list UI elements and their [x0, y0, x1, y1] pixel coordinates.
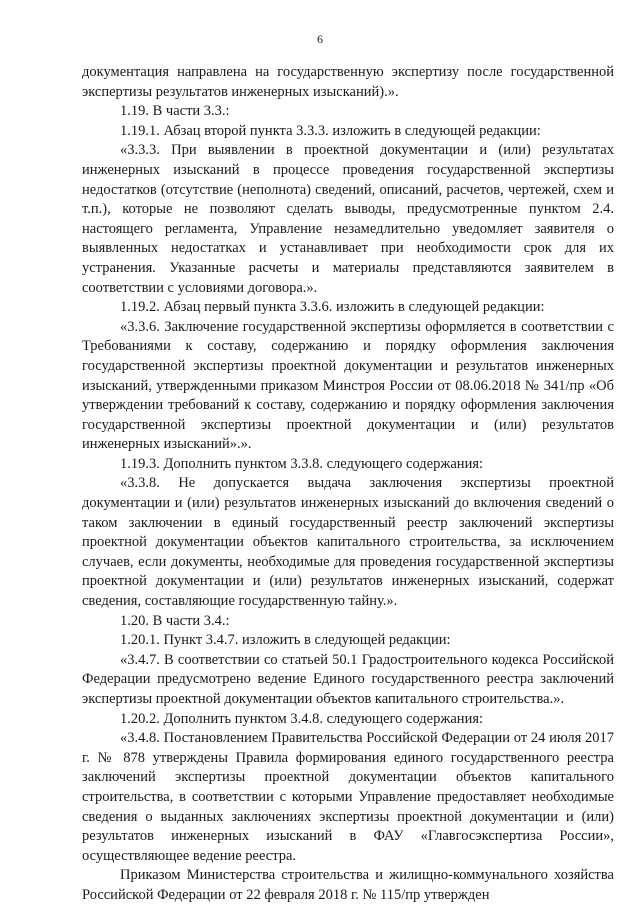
page-number: 6 — [317, 32, 323, 46]
paragraph-1-20-2: 1.20.2. Дополнить пунктом 3.4.8. следующего содержания: — [120, 710, 484, 727]
paragraph-order-minstroy: Приказом Министерства строительства и жилищно-коммунального хозяйства Российской Федерации от 22 февраля 2018 г. № 115/пр утвержден — [82, 867, 614, 903]
document-body — [82, 63, 614, 906]
paragraph-continuation: документация направлена на государственную экспертизу после государственной экспертизы результатов инженерных изысканий).». — [82, 64, 614, 100]
paragraph-1-19-1: 1.19.1. Абзац второй пункта 3.3.3. изложить в следующей редакции: — [120, 122, 541, 139]
paragraph-quote-3-4-7: «3.4.7. В соответствии со статьей 50.1 Градостроительного кодекса Российской Федерации предусмотрено ведение Единого государственного реестра заключений экспертизы проектной документации объектов капитального строительства.». — [82, 651, 614, 707]
paragraph-1-19-2: 1.19.2. Абзац первый пункта 3.3.6. изложить в следующей редакции: — [120, 299, 545, 316]
paragraph-quote-3-3-6: «3.3.6. Заключение государственной экспертизы оформляется в соответствии с Требованиями к составу, содержанию и порядку оформления заключения государственной экспертизы проектной документации и результатов инженерных изысканий, утвержденными приказом Минстроя России от 08.06.2018 № 341/пр «Об утверждении требований к составу, содержанию и порядку оформления заключения государственной экспертизы проектной документации и (или) результатов инженерных изысканий».». — [82, 318, 614, 453]
paragraph-quote-3-3-8: «3.3.8. Не допускается выдача заключения экспертизы проектной документации и (или) результатов инженерных изысканий до включения сведений о таком заключении в единый государственный реестр заключений экспертизы проектной документации объектов капитального строительства, за исключением случаев, если документы, необходимые для проведения государственной экспертизы проектной документации и (или) результатов инженерных изысканий, содержат сведения, составляющие государственную тайну.». — [82, 475, 614, 610]
paragraph-section-1-20: 1.20. В части 3.4.: — [120, 612, 230, 629]
paragraph-1-20-1: 1.20.1. Пункт 3.4.7. изложить в следующей редакции: — [120, 632, 451, 649]
paragraph-quote-3-4-8: «3.4.8. Постановлением Правительства Российской Федерации от 24 июля 2017 г. № 878 утверждены Правила формирования единого государственного реестра заключений экспертизы проектной документации объектов капитального строительства, в соответствии с которыми Управление предоставляет необходимые сведения о выданных заключениях экспертизы проектной документации и (или) результатов инженерных изысканий в ФАУ «Главгосэкспертиза России», осуществляющее ведение реестра. — [82, 730, 614, 864]
paragraph-1-19-3: 1.19.3. Дополнить пунктом 3.3.8. следующего содержания: — [120, 455, 484, 472]
paragraph-quote-3-3-3: «3.3.3. При выявлении в проектной документации и (или) результатах инженерных изысканий в процессе проведения государственной экспертизы недостатков (отсутствие (неполнота) сведений, описаний, расчетов, чертежей, схем и т.п.), которые не позволяют сделать выводы, предусмотренные пунктом 2.4. настоящего регламента, Управление незамедлительно уведомляет заявителя о выявленных недостатках и устанавливает при необходимости срок для их устранения. Указанные расчеты и материалы представляются заявителем в соответствии с условиями договора.». — [82, 142, 614, 296]
paragraph-section-1-19: 1.19. В части 3.3.: — [120, 103, 230, 120]
